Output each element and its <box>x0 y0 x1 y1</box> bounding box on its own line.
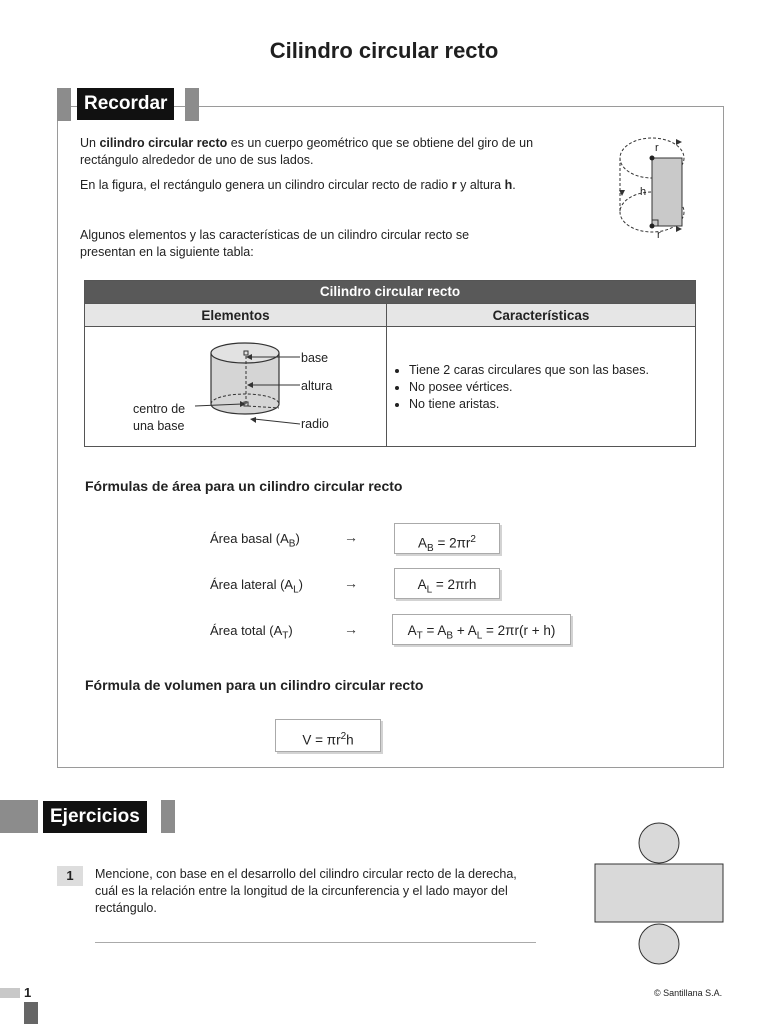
col-elementos: Elementos <box>85 303 386 327</box>
table-divider <box>386 303 387 446</box>
recordar-tab-left-bar <box>57 88 71 121</box>
exercise-text: Mencione, con base en el desarrollo del cilindro circular recto de la derecha, cuál es la relación entre la longitud de la circunferencia y el lado mayor del rectángulo. <box>95 867 517 915</box>
characteristics-list <box>393 362 649 413</box>
label-base: base <box>301 351 329 365</box>
exercise-number: 1 <box>57 866 83 886</box>
elements-table <box>84 280 696 447</box>
list-item: • Tiene 2 caras circulares que son las bases. <box>409 362 649 379</box>
page-title: Cilindro circular recto <box>269 38 499 63</box>
fig-label-r-top: r <box>655 142 659 154</box>
label-centro-1: centro de <box>133 402 186 416</box>
figure-description: En la figura, el rectángulo genera un cilindro circular recto de radio r y altura h. <box>80 178 516 192</box>
label-altura: altura <box>301 379 333 393</box>
ejercicios-tab: Ejercicios <box>43 801 147 833</box>
intro-paragraph: Un cilindro circular recto es un cuerpo geométrico que se obtiene del giro de un rectángulo alrededor de uno de sus lados. <box>80 136 534 167</box>
answer-line[interactable] <box>95 942 536 943</box>
col-caracteristicas: Características <box>387 303 695 327</box>
list-item: • No tiene aristas. <box>409 396 649 413</box>
page-number: 1 <box>24 985 32 1000</box>
table-intro: Algunos elementos y las características de un cilindro circular recto se presentan en la siguiente tabla: <box>80 228 470 259</box>
label-centro-2: una base <box>133 419 185 433</box>
diagram-pointers <box>180 346 300 431</box>
formula-area-lateral: $A_L = 2\pi rh$ <box>394 568 500 599</box>
fig-label-r-bottom: r <box>657 229 661 241</box>
label-area-total: Área total $(A_T)$ <box>210 623 293 642</box>
term-cilindro: cilindro circular recto <box>99 136 228 150</box>
fig-label-h: h <box>640 186 647 198</box>
area-heading: Fórmulas de área para un cilindro circular recto <box>85 478 403 494</box>
volume-heading: Fórmula de volumen para un cilindro circular recto <box>85 677 424 693</box>
copyright: © Santillana S.A. <box>654 988 723 998</box>
list-item: • No posee vértices. <box>409 379 649 396</box>
label-area-lateral: Área lateral $(A_L)$ <box>210 577 303 596</box>
ejercicios-left-bar <box>0 800 38 833</box>
label-area-basal: Área basal $(A_B)$ <box>210 531 300 550</box>
cylinder-net <box>593 820 727 970</box>
label-radio: radio <box>301 417 329 431</box>
ejercicios-right-bar <box>161 800 175 833</box>
rotation-figure <box>610 132 690 247</box>
page-number-block <box>24 1002 38 1024</box>
recordar-tab: Recordar <box>77 88 174 120</box>
page-number-bar <box>0 988 20 998</box>
formula-area-basal: $A_B = 2\pi r^2$ <box>394 523 500 554</box>
formula-volume: $V = \pi r^2h$ <box>275 719 381 752</box>
arrow-icon: → <box>344 621 358 637</box>
arrow-icon: → <box>344 529 358 545</box>
formula-area-total: $A_T = A_B + A_L = 2\pi r(r + h)$ <box>392 614 571 645</box>
recordar-tab-right-bar <box>185 88 199 121</box>
table-title: Cilindro circular recto <box>85 281 695 303</box>
arrow-icon: → <box>344 575 358 591</box>
